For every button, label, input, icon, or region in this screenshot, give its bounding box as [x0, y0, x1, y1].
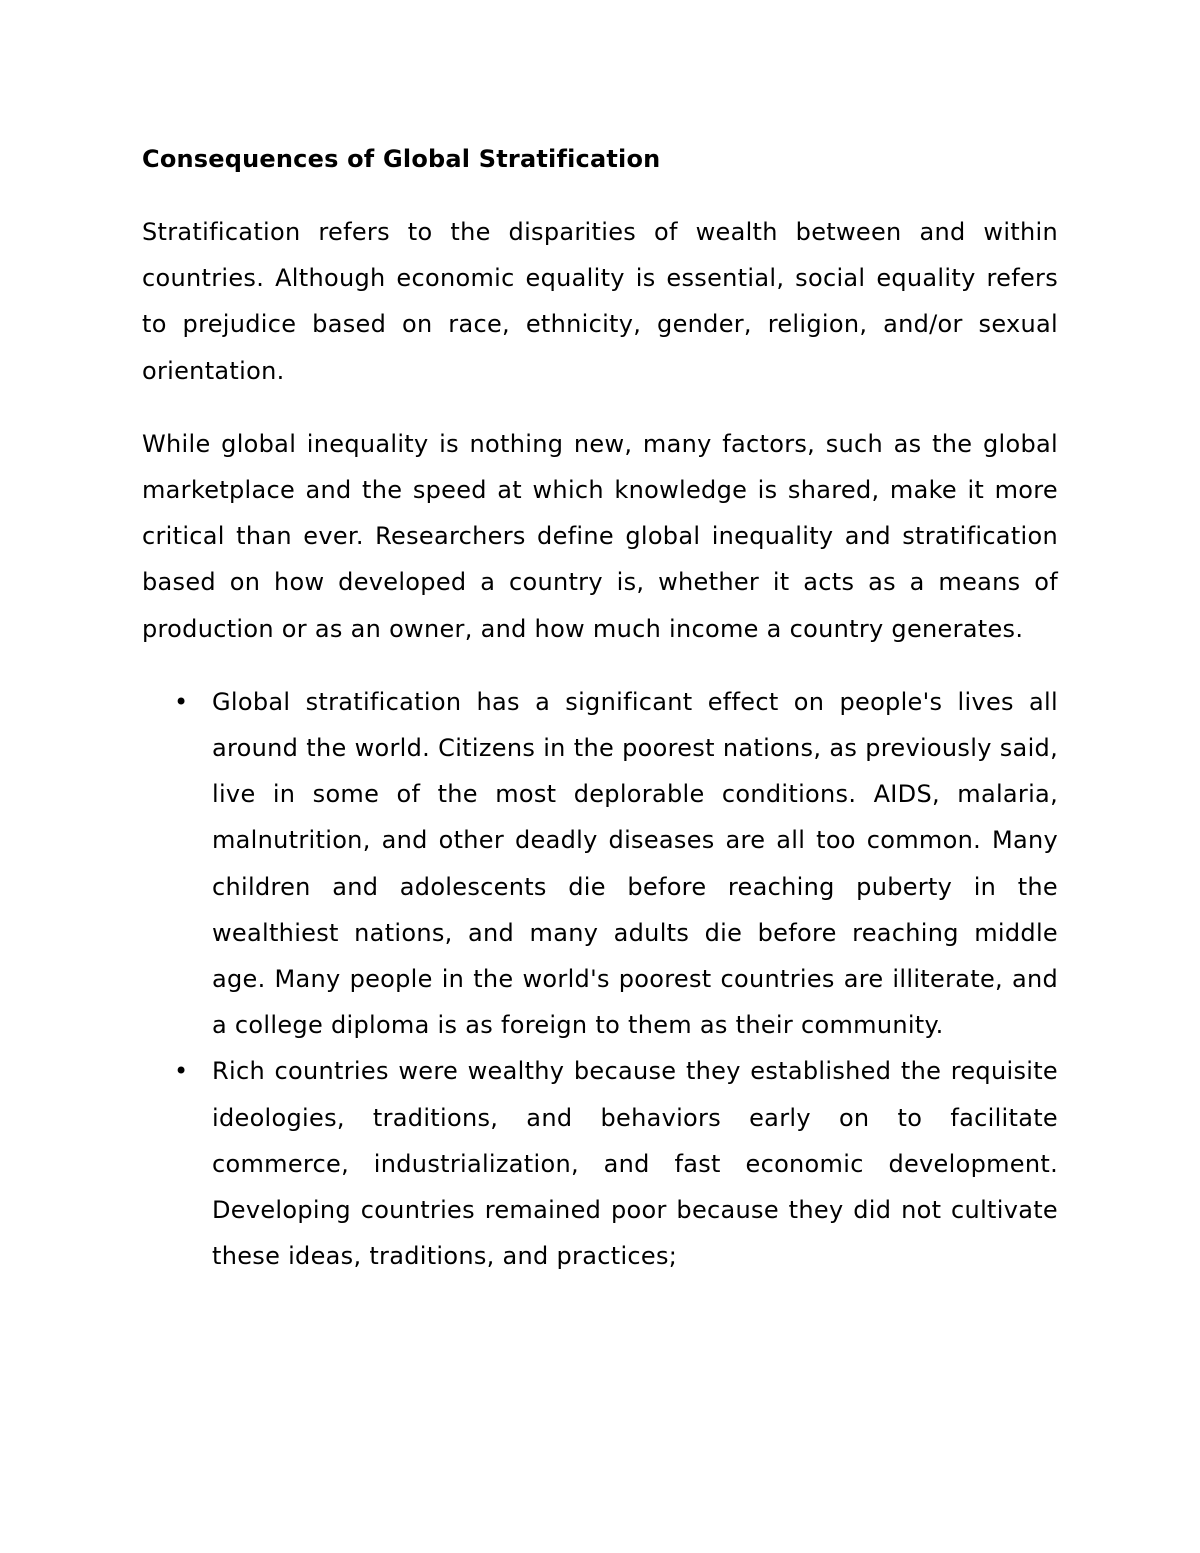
bullet-icon: • [174, 1057, 189, 1086]
document-title: Consequences of Global Stratification [142, 145, 661, 173]
bullet-icon: • [174, 687, 189, 716]
document-content [142, 136, 1058, 1279]
list-item [142, 1048, 1058, 1279]
paragraph-stratification-definition: Stratification refers to the disparities of wealth between and within countries. Although economic equality is essential, social equality refers to prejudice based on race, ethnicity, gender, religion, and/or sexual orientation. [142, 218, 1058, 385]
list-item [142, 679, 1058, 1049]
bullet-text: Rich countries were wealthy because they established the requisite ideologies, traditions, and behaviors early on to facilitate commerce, industrialization, and fast economic development. Developing countries remained poor because they did not cultivate these ideas, traditions, and practices; [212, 1057, 1058, 1271]
bullet-text: Global stratification has a significant effect on people's lives all around the world. Citizens in the poorest nations, as previously said, live in some of the most deplorable conditions. AIDS, malaria, malnutrition, and other deadly diseases are all too common. Many children and adolescents die before reaching puberty in the wealthiest nations, and many adults die before reaching middle age. Many people in the world's poorest countries are illiterate, and a college diploma is as foreign to them as their community. [212, 687, 1058, 1040]
paragraph-global-inequality: While global inequality is nothing new, many factors, such as the global marketplace and the speed at which knowledge is shared, make it more critical than ever. Researchers define global inequality and stratification based on how developed a country is, whether it acts as a means of production or as an owner, and how much income a country generates. [142, 429, 1058, 643]
bullet-list [142, 679, 1058, 1280]
